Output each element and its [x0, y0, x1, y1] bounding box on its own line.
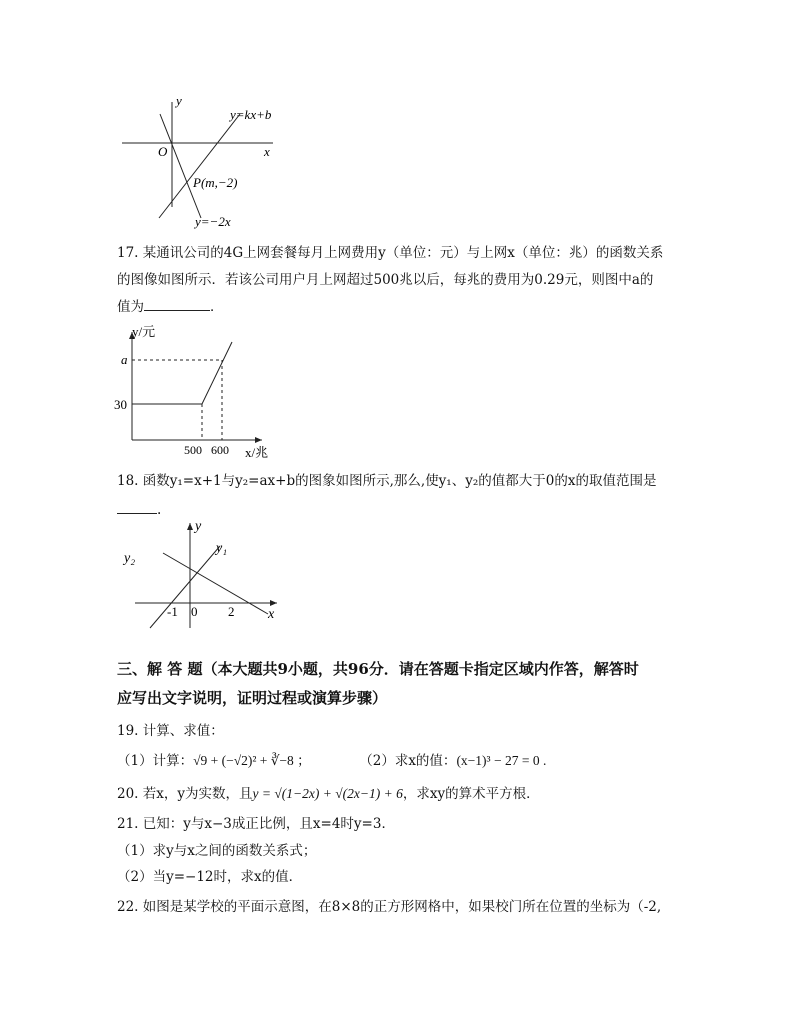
q18-line1: 18. 函数y₁=x+1与y₂=ax+b的图象如图所示,那么,使y₁、y₂的值都大于0的x的取值范围是: [117, 473, 657, 489]
q19-parts: [117, 752, 546, 770]
q20-line: [117, 785, 540, 803]
fig1-x-axis-label: x: [264, 144, 270, 159]
q19-part1-expr: √9 + (−√2)² + ∛−8 ；: [193, 753, 311, 768]
q19-part1-prefix: （1）计算：: [117, 753, 194, 769]
figure-linear-functions: [118, 92, 288, 232]
q18-line2-suffix: .: [157, 502, 162, 518]
fig2-x-tick-600: 600: [211, 443, 229, 457]
q19-part2-prefix: （2）求x的值：: [359, 753, 457, 769]
section3-heading-line2: 应写出文字说明，证明过程或演算步骤）: [117, 689, 388, 707]
fig3-tick-neg1: -1: [167, 604, 178, 619]
q21-line3: （2）当y=−12时，求x的值．: [117, 869, 303, 885]
fig1-origin-label: O: [158, 144, 168, 159]
q21-line1: 21. 已知：y与x−3成正比例，且x=4时y=3．: [117, 816, 395, 832]
q18-answer-blank: [117, 501, 157, 514]
fig3-tick-0: 0: [191, 604, 198, 619]
q17-line1: 17. 某通讯公司的4G上网套餐每月上网费用y（单位：元）与上网x（单位：兆）的函数关系: [117, 245, 664, 261]
q17-line3-suffix: ．: [210, 299, 224, 315]
q17-line3-prefix: 值为: [117, 299, 144, 315]
q19-title: 19. 计算、求值：: [117, 723, 224, 739]
q22-line1: 22. 如图是某学校的平面示意图，在8×8的正方形网格中，如果校门所在位置的坐标为（-2,: [117, 899, 662, 915]
q21-line2: （1）求y与x之间的函数关系式；: [117, 843, 317, 859]
fig2-x-tick-500: 500: [184, 443, 202, 457]
fig3-y2-label: y₂: [124, 551, 136, 566]
fig2-x-axis-label: x/兆: [245, 445, 269, 460]
q20-expr: y = √(1−2x) + √(2x−1) + 6: [252, 786, 403, 801]
q20-prefix: 20. 若x，y为实数，且: [117, 786, 253, 802]
fig3-x-axis-label: x: [268, 607, 275, 622]
fig1-y-axis-label: y: [176, 93, 182, 108]
fig3-y-axis-label: y: [195, 519, 202, 534]
fig2-a-label: a: [121, 352, 128, 367]
q17-line2: 的图像如图所示．若该公司用户月上网超过500兆以后，每兆的费用为0.29元，则图中a的: [117, 272, 654, 288]
fig3-y1-label: y₁: [216, 541, 228, 556]
fig1-line1-label: y=kx+b: [230, 107, 272, 122]
figure-fee-graph: [112, 322, 272, 462]
q18-line2: [117, 501, 161, 519]
figure-y1-y2: [120, 518, 290, 638]
q17-answer-blank: [144, 298, 210, 311]
q19-part2-expr: (x−1)³ − 27 = 0 .: [456, 753, 547, 768]
section3-heading-line1: 三、解 答 题（本大题共9小题，共96分．请在答题卡指定区域内作答，解答时: [117, 660, 639, 678]
fig2-y-tick-30: 30: [114, 397, 127, 412]
fig1-point-label: P(m,−2): [193, 175, 238, 190]
q17-line3: [117, 298, 224, 316]
q20-suffix: ，求xy的算术平方根．: [402, 786, 540, 802]
fig3-tick-2: 2: [228, 604, 235, 619]
fig1-line2-label: y=−2x: [195, 214, 231, 229]
fig2-y-axis-label: y/元: [132, 324, 156, 339]
